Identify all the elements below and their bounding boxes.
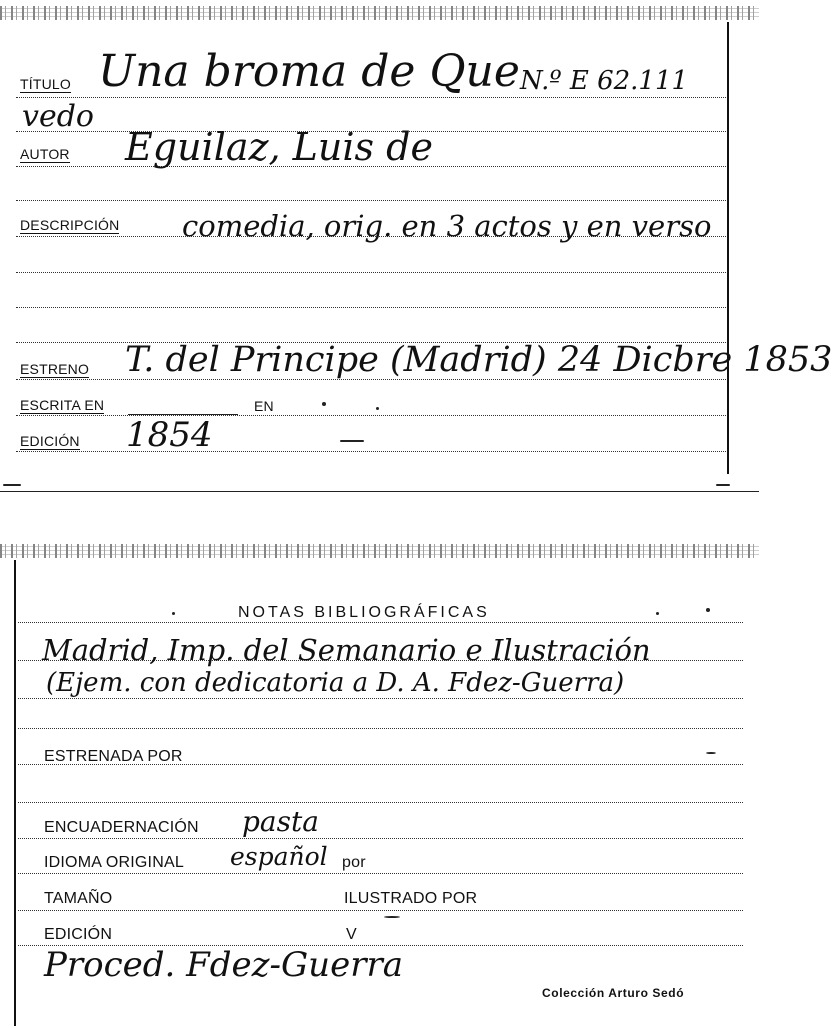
descripcion-value: comedia, orig. en 3 actos y en verso xyxy=(182,209,712,243)
rule-line xyxy=(16,451,726,452)
rule-line xyxy=(16,200,726,201)
register-number: N.º E 62.111 xyxy=(520,66,689,96)
procedencia-value: Proced. Fdez-Guerra xyxy=(44,945,403,985)
ink-speck xyxy=(376,407,379,410)
catalog-card-front xyxy=(0,0,832,500)
encuadernacion-value: pasta xyxy=(242,805,319,838)
card-left-border xyxy=(14,560,16,1026)
ink-speck xyxy=(322,402,326,406)
edicion-label: EDICIÓN xyxy=(20,433,80,449)
ilustrado-por-label: ILUSTRADO POR xyxy=(344,890,478,907)
rule-line xyxy=(18,622,743,623)
descripcion-label: DESCRIPCIÓN xyxy=(20,217,120,233)
tamano-label: TAMAÑO xyxy=(44,890,113,907)
edicion-label: EDICIÓN xyxy=(44,926,113,943)
card-right-border xyxy=(727,22,729,474)
autor-value: Eguilaz, Luis de xyxy=(125,125,433,169)
estrenada-por-label: ESTRENADA POR xyxy=(44,748,183,765)
escrita-en-label: ESCRITA EN xyxy=(20,397,105,413)
card-bottom-edge xyxy=(0,491,759,492)
v-label: V xyxy=(346,926,357,943)
ink-speck xyxy=(384,916,400,918)
rule-line xyxy=(18,910,743,911)
ink-speck xyxy=(706,752,716,754)
ink-speck xyxy=(706,608,710,612)
titulo-label: TÍTULO xyxy=(20,76,71,92)
card-top-edge xyxy=(0,544,759,558)
notas-heading: NOTAS BIBLIOGRÁFICAS xyxy=(238,604,490,621)
catalog-card-back xyxy=(0,538,759,1028)
por-label: por xyxy=(342,854,366,871)
rule-line xyxy=(18,728,743,729)
ink-speck xyxy=(656,612,659,615)
rule-line xyxy=(16,307,726,308)
rule-line xyxy=(18,873,743,874)
rule-line xyxy=(18,802,743,803)
ink-speck xyxy=(716,484,730,486)
rule-line xyxy=(18,698,743,699)
notas-line-2: (Ejem. con dedicatoria a D. A. Fdez-Guerra) xyxy=(46,668,625,698)
titulo-value: Una broma de Que xyxy=(98,46,520,97)
card-top-edge xyxy=(0,6,759,20)
idioma-original-label: IDIOMA ORIGINAL xyxy=(44,854,184,871)
ink-speck xyxy=(340,440,364,442)
titulo-value-continued: vedo xyxy=(22,99,94,134)
collection-label: Colección Arturo Sedó xyxy=(542,986,685,1000)
idioma-original-value: español xyxy=(230,842,328,871)
rule-line xyxy=(16,97,726,98)
rule-line xyxy=(16,272,726,273)
notas-line-1: Madrid, Imp. del Semanario e Ilustración xyxy=(42,633,651,667)
estreno-value: T. del Principe (Madrid) 24 Dicbre 1853 xyxy=(125,340,832,380)
rule-line xyxy=(18,838,743,839)
ink-speck xyxy=(3,484,21,486)
rule-line xyxy=(16,415,726,416)
autor-label: AUTOR xyxy=(20,146,70,162)
ink-speck xyxy=(172,612,175,615)
estreno-label: ESTRENO xyxy=(20,361,90,377)
encuadernacion-label: ENCUADERNACIÓN xyxy=(44,819,199,836)
en-label: EN xyxy=(254,398,274,414)
edicion-value: 1854 xyxy=(126,415,213,455)
